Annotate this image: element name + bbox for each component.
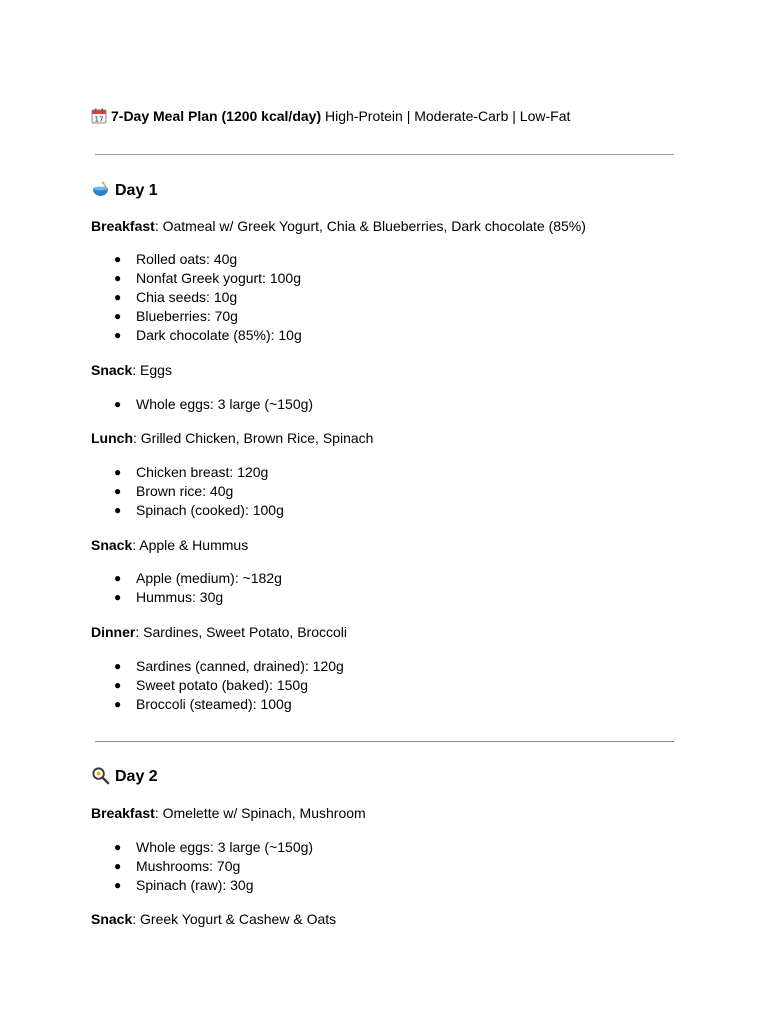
bullet: ● [114, 309, 122, 323]
day-1-breakfast [91, 217, 586, 235]
list-item-text: Blueberries: 70g [136, 308, 238, 324]
title-subtitle-text: High-Protein | Moderate-Carb | Low-Fat [321, 108, 571, 124]
meal-description: : Sardines, Sweet Potato, Broccoli [135, 624, 348, 640]
list-item-text: Mushrooms: 70g [136, 858, 241, 874]
list-item [0, 395, 313, 414]
day-2-heading-label: Day 2 [115, 768, 158, 785]
meal-description: : Greek Yogurt & Cashew & Oats [132, 911, 337, 927]
list-item-text: Hummus: 30g [136, 589, 224, 605]
day-2-snack-1 [91, 910, 336, 928]
day-1-heading-label: Day 1 [115, 182, 158, 199]
list-item [0, 269, 302, 288]
meal-description: : Apple & Hummus [132, 537, 249, 553]
list-item-text: Chicken breast: 120g [136, 464, 269, 480]
list-item [0, 695, 344, 714]
bullet: ● [114, 503, 122, 517]
day-1-lunch-items [0, 463, 284, 520]
list-item-text: Spinach (raw): 30g [136, 877, 254, 893]
bullet: ● [114, 328, 122, 342]
day-1-snack-2-items [0, 569, 282, 607]
bullet: ● [114, 590, 122, 604]
day-2-heading [91, 766, 158, 787]
document-title [91, 107, 570, 125]
list-item [0, 288, 302, 307]
list-item [0, 657, 344, 676]
list-item [0, 501, 284, 520]
day-1-lunch [91, 429, 373, 447]
list-item-text: Nonfat Greek yogurt: 100g [136, 270, 301, 286]
bullet: ● [114, 659, 122, 673]
list-item-text: Chia seeds: 10g [136, 289, 238, 305]
list-item [0, 569, 282, 588]
list-item-text: Spinach (cooked): 100g [136, 502, 284, 518]
bullet: ● [114, 678, 122, 692]
calendar-icon [91, 108, 107, 124]
bullet: ● [114, 290, 122, 304]
frying-pan-icon [91, 766, 110, 785]
list-item-text: Sweet potato (baked): 150g [136, 677, 309, 693]
bullet: ● [114, 697, 122, 711]
list-item-text: Broccoli (steamed): 100g [136, 696, 292, 712]
day-1-dinner-items [0, 657, 344, 714]
bullet: ● [114, 252, 122, 266]
divider [95, 154, 674, 155]
list-item [0, 588, 282, 607]
list-item [0, 326, 302, 345]
list-item-text: Whole eggs: 3 large (~150g) [136, 839, 314, 855]
list-item-text: Rolled oats: 40g [136, 251, 238, 267]
bullet: ● [114, 397, 122, 411]
list-item [0, 676, 344, 695]
bullet: ● [114, 840, 122, 854]
bullet: ● [114, 878, 122, 892]
bullet: ● [114, 465, 122, 479]
list-item-text: Apple (medium): ~182g [136, 570, 282, 586]
day-1-snack-2 [91, 536, 248, 554]
day-1-heading [91, 180, 158, 201]
bullet: ● [114, 571, 122, 585]
list-item [0, 482, 284, 501]
list-item [0, 838, 313, 857]
divider [95, 741, 674, 742]
day-1-breakfast-items [0, 250, 302, 345]
meal-description: : Grilled Chicken, Brown Rice, Spinach [133, 430, 374, 446]
list-item-text: Dark chocolate (85%): 10g [136, 327, 302, 343]
bullet: ● [114, 859, 122, 873]
list-item [0, 307, 302, 326]
list-item [0, 857, 313, 876]
bullet: ● [114, 484, 122, 498]
day-1-snack-1-items [0, 395, 313, 414]
meal-type: Breakfast [91, 218, 155, 234]
meal-type: Breakfast [91, 805, 155, 821]
meal-description: : Oatmeal w/ Greek Yogurt, Chia & Blueberries, Dark chocolate (85%) [154, 218, 586, 234]
meal-type: Dinner [91, 624, 136, 640]
title-bold-text: 7-Day Meal Plan (1200 kcal/day) [111, 108, 322, 124]
list-item [0, 463, 284, 482]
meal-type: Snack [91, 537, 133, 553]
list-item [0, 250, 302, 269]
svg-text:17: 17 [94, 115, 104, 124]
bullet: ● [114, 271, 122, 285]
meal-description: : Omelette w/ Spinach, Mushroom [154, 805, 366, 821]
bowl-icon [91, 180, 110, 199]
meal-type: Snack [91, 911, 133, 927]
meal-type: Lunch [91, 430, 133, 446]
list-item-text: Whole eggs: 3 large (~150g) [136, 396, 314, 412]
day-1-snack-1 [91, 361, 172, 379]
meal-description: : Eggs [132, 362, 172, 378]
list-item-text: Brown rice: 40g [136, 483, 234, 499]
day-2-breakfast [91, 804, 366, 822]
meal-type: Snack [91, 362, 133, 378]
list-item-text: Sardines (canned, drained): 120g [136, 658, 344, 674]
list-item [0, 876, 313, 895]
day-1-dinner [91, 623, 347, 641]
day-2-breakfast-items [0, 838, 313, 895]
